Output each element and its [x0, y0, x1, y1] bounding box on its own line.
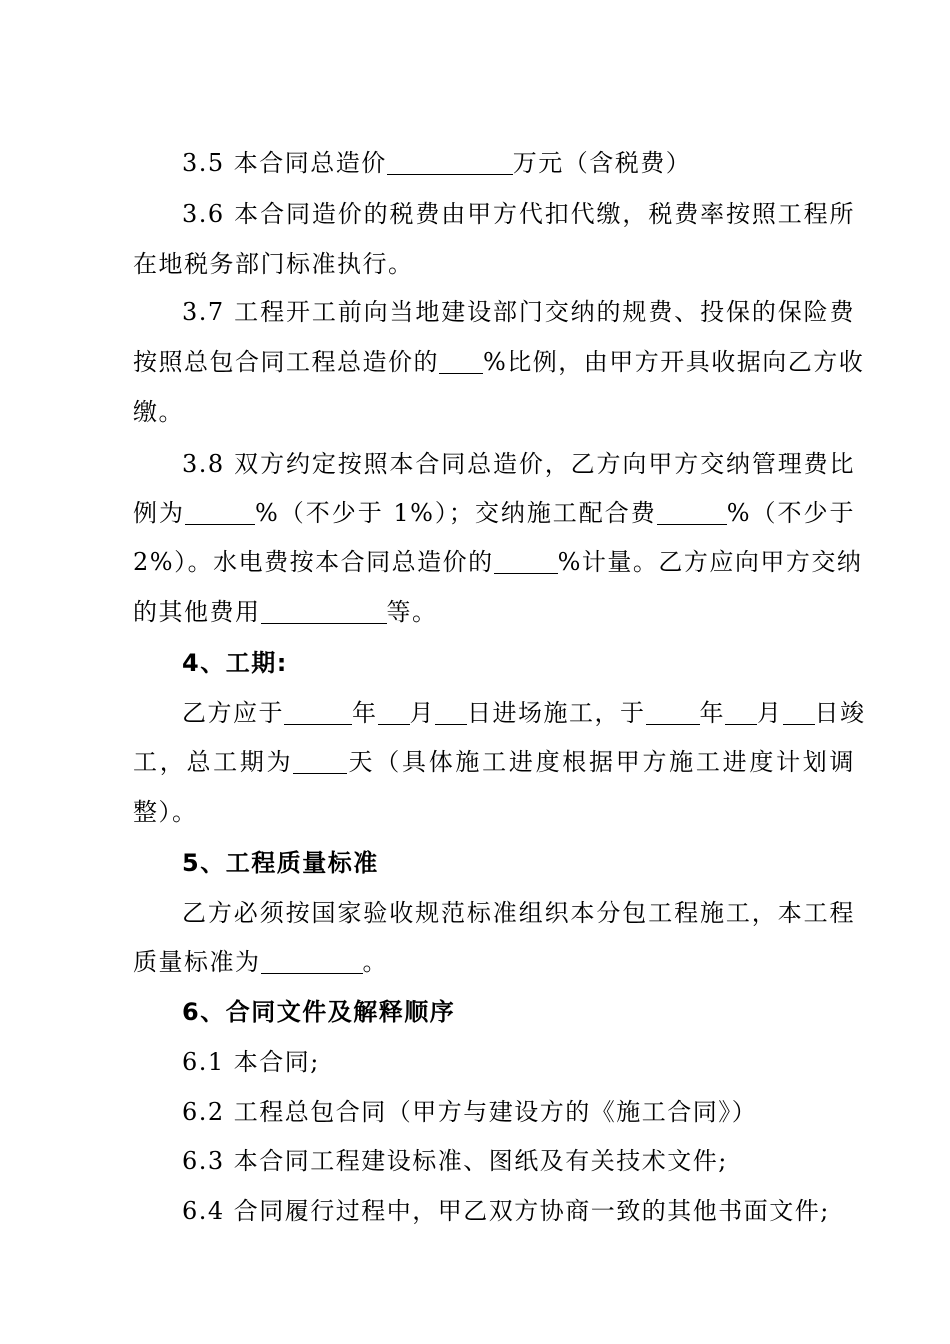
section-5-heading: 5、工程质量标准 — [182, 849, 379, 877]
clause-3-7-line-2: 按照总包合同工程总造价的 %比例，由甲方开具收据向乙方收 — [133, 348, 865, 376]
blank-quality-standard — [261, 949, 363, 974]
section-4-line-1: 乙方应于 年 月 日进场施工，于 年 月 日竣 — [182, 699, 866, 727]
section-5-line-2: 质量标准为 。 — [133, 948, 388, 976]
clause-3-7-line-3: 缴。 — [133, 398, 184, 426]
blank-end-year — [646, 700, 700, 725]
section-5-line-1: 乙方必须按国家验收规范标准组织本分包工程施工，本工程 — [182, 899, 855, 927]
clause-3-8-line-2: 例为 %（不少于 1%）；交纳施工配合费 %（不少于 — [133, 499, 856, 527]
blank-coordination-fee — [657, 500, 727, 525]
list-item: 6.1 本合同; — [182, 1048, 320, 1076]
section-4-heading: 4、工期: — [182, 649, 288, 677]
blank-start-month — [378, 700, 410, 725]
list-item: 6.4 合同履行过程中，甲乙双方协商一致的其他书面文件; — [182, 1197, 830, 1225]
blank-utility-fee — [494, 549, 558, 574]
clause-3-5: 3.5 本合同总造价 万元（含税费） — [182, 149, 692, 177]
blank-end-month — [725, 700, 757, 725]
section-4-line-2: 工，总工期为 天（具体施工进度根据甲方施工进度计划调 — [133, 748, 856, 776]
blank-start-day — [435, 700, 467, 725]
blank-start-year — [284, 700, 352, 725]
clause-3-8-line-4: 的其他费用 等。 — [133, 598, 438, 626]
blank-fee-percent — [439, 349, 483, 374]
list-item: 6.3 本合同工程建设标准、图纸及有关技术文件; — [182, 1147, 728, 1175]
blank-end-day — [783, 700, 815, 725]
clause-3-8-line-1: 3.8 双方约定按照本合同总造价，乙方向甲方交纳管理费比 — [182, 450, 855, 478]
blank-total-price — [387, 150, 513, 175]
clause-3-7-line-1: 3.7 工程开工前向当地建设部门交纳的规费、投保的保险费 — [182, 298, 855, 326]
blank-management-fee — [185, 500, 255, 525]
clause-3-6-line-2: 在地税务部门标准执行。 — [133, 250, 414, 278]
section-4-line-3: 整）。 — [133, 798, 198, 826]
blank-other-fees — [261, 599, 387, 624]
clause-3-6-line-1: 3.6 本合同造价的税费由甲方代扣代缴，税费率按照工程所 — [182, 200, 855, 228]
list-item: 6.2 工程总包合同（甲方与建设方的《施工合同》） — [182, 1098, 758, 1126]
section-6-heading: 6、合同文件及解释顺序 — [182, 998, 456, 1026]
clause-3-8-line-3: 2%）。水电费按本合同总造价的 %计量。乙方应向甲方交纳 — [133, 548, 863, 576]
blank-total-days — [293, 749, 347, 774]
